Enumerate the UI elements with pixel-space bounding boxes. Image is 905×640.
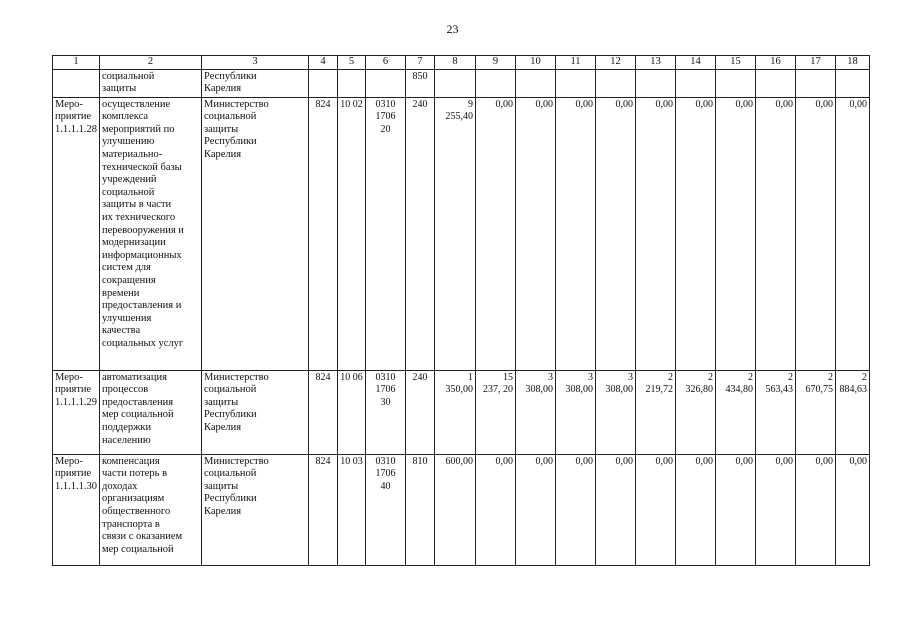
activity-id-cell: [53, 69, 100, 97]
amount-cell: 0,00: [516, 454, 556, 565]
table-row: [53, 454, 870, 565]
ministry-code-cell: 824: [309, 97, 338, 370]
amount-cell: [435, 69, 476, 97]
column-number-1: 1: [53, 56, 100, 70]
responsible-executor-cell: Республики Карелия: [202, 69, 309, 97]
amount-cell: 3 308,00: [516, 370, 556, 454]
amount-cell: [556, 69, 596, 97]
table-row: [53, 370, 870, 454]
expense-type-cell: 810: [406, 454, 435, 565]
activity-name-cell: автоматизация процессов предоставления мер социальной поддержки населению: [100, 370, 202, 454]
amount-cell: 1 350,00: [435, 370, 476, 454]
section-code-cell: 10 06: [338, 370, 366, 454]
amount-cell: 0,00: [716, 454, 756, 565]
activity-name-cell: социальной защиты: [100, 69, 202, 97]
amount-cell: [756, 69, 796, 97]
amount-cell: 0,00: [836, 454, 870, 565]
column-number-18: 18: [836, 56, 870, 70]
responsible-executor-cell: Министерство социальной защиты Республики Карелия: [202, 454, 309, 565]
amount-cell: 0,00: [596, 454, 636, 565]
amount-cell: [596, 69, 636, 97]
amount-cell: 2 884,63: [836, 370, 870, 454]
section-code-cell: [338, 69, 366, 97]
responsible-executor-cell: Министерство социальной защиты Республики Карелия: [202, 370, 309, 454]
column-number-16: 16: [756, 56, 796, 70]
amount-cell: [716, 69, 756, 97]
column-number-9: 9: [476, 56, 516, 70]
header-row: [53, 56, 870, 70]
amount-cell: 0,00: [716, 97, 756, 370]
amount-cell: [676, 69, 716, 97]
expense-type-cell: 240: [406, 97, 435, 370]
amount-cell: 0,00: [556, 454, 596, 565]
amount-cell: 0,00: [836, 97, 870, 370]
column-number-5: 5: [338, 56, 366, 70]
target-article-cell: 0310 1706 20: [366, 97, 406, 370]
section-code-cell: 10 03: [338, 454, 366, 565]
amount-cell: 2 434,80: [716, 370, 756, 454]
amount-cell: 0,00: [756, 454, 796, 565]
activity-id-cell: Меро- приятие 1.1.1.1.28: [53, 97, 100, 370]
amount-cell: 2 563,43: [756, 370, 796, 454]
amount-cell: 0,00: [636, 454, 676, 565]
column-number-6: 6: [366, 56, 406, 70]
amount-cell: 9 255,40: [435, 97, 476, 370]
amount-cell: 0,00: [596, 97, 636, 370]
column-number-17: 17: [796, 56, 836, 70]
target-article-cell: 0310 1706 40: [366, 454, 406, 565]
target-article-cell: 0310 1706 30: [366, 370, 406, 454]
activity-id-cell: Меро- приятие 1.1.1.1.29: [53, 370, 100, 454]
column-number-2: 2: [100, 56, 202, 70]
amount-cell: 0,00: [516, 97, 556, 370]
amount-cell: 2 219,72: [636, 370, 676, 454]
column-number-7: 7: [406, 56, 435, 70]
column-number-14: 14: [676, 56, 716, 70]
amount-cell: 15 237, 20: [476, 370, 516, 454]
amount-cell: 3 308,00: [556, 370, 596, 454]
responsible-executor-cell: Министерство социальной защиты Республики Карелия: [202, 97, 309, 370]
column-number-11: 11: [556, 56, 596, 70]
expense-type-cell: 850: [406, 69, 435, 97]
amount-cell: 0,00: [556, 97, 596, 370]
table-body: [53, 56, 870, 566]
amount-cell: 0,00: [796, 454, 836, 565]
ministry-code-cell: [309, 69, 338, 97]
target-article-cell: [366, 69, 406, 97]
amount-cell: 0,00: [476, 454, 516, 565]
budget-table: [52, 55, 870, 566]
amount-cell: 600,00: [435, 454, 476, 565]
activity-name-cell: осуществление комплекса мероприятий по улучшению материально- технической базы учреждений социальной защиты в части их технического перевооружения и модернизации информационных систем для сокращения времени предоставления и улучшения качества социальных услуг: [100, 97, 202, 370]
column-number-10: 10: [516, 56, 556, 70]
column-number-8: 8: [435, 56, 476, 70]
activity-name-cell: компенсация части потерь в доходах организациям общественного транспорта в связи с оказанием мер социальной: [100, 454, 202, 565]
amount-cell: 0,00: [476, 97, 516, 370]
amount-cell: 0,00: [676, 454, 716, 565]
amount-cell: 3 308,00: [596, 370, 636, 454]
activity-id-cell: Меро- приятие 1.1.1.1.30: [53, 454, 100, 565]
amount-cell: [796, 69, 836, 97]
amount-cell: [636, 69, 676, 97]
column-number-15: 15: [716, 56, 756, 70]
column-number-3: 3: [202, 56, 309, 70]
amount-cell: 0,00: [676, 97, 716, 370]
table-row: [53, 69, 870, 97]
amount-cell: [516, 69, 556, 97]
amount-cell: 0,00: [796, 97, 836, 370]
page-number: 23: [446, 22, 459, 36]
amount-cell: [476, 69, 516, 97]
column-number-4: 4: [309, 56, 338, 70]
amount-cell: 2 326,80: [676, 370, 716, 454]
section-code-cell: 10 02: [338, 97, 366, 370]
expense-type-cell: 240: [406, 370, 435, 454]
amount-cell: [836, 69, 870, 97]
amount-cell: 0,00: [756, 97, 796, 370]
amount-cell: 0,00: [636, 97, 676, 370]
ministry-code-cell: 824: [309, 454, 338, 565]
table-row: [53, 97, 870, 370]
column-number-13: 13: [636, 56, 676, 70]
column-number-12: 12: [596, 56, 636, 70]
ministry-code-cell: 824: [309, 370, 338, 454]
amount-cell: 2 670,75: [796, 370, 836, 454]
